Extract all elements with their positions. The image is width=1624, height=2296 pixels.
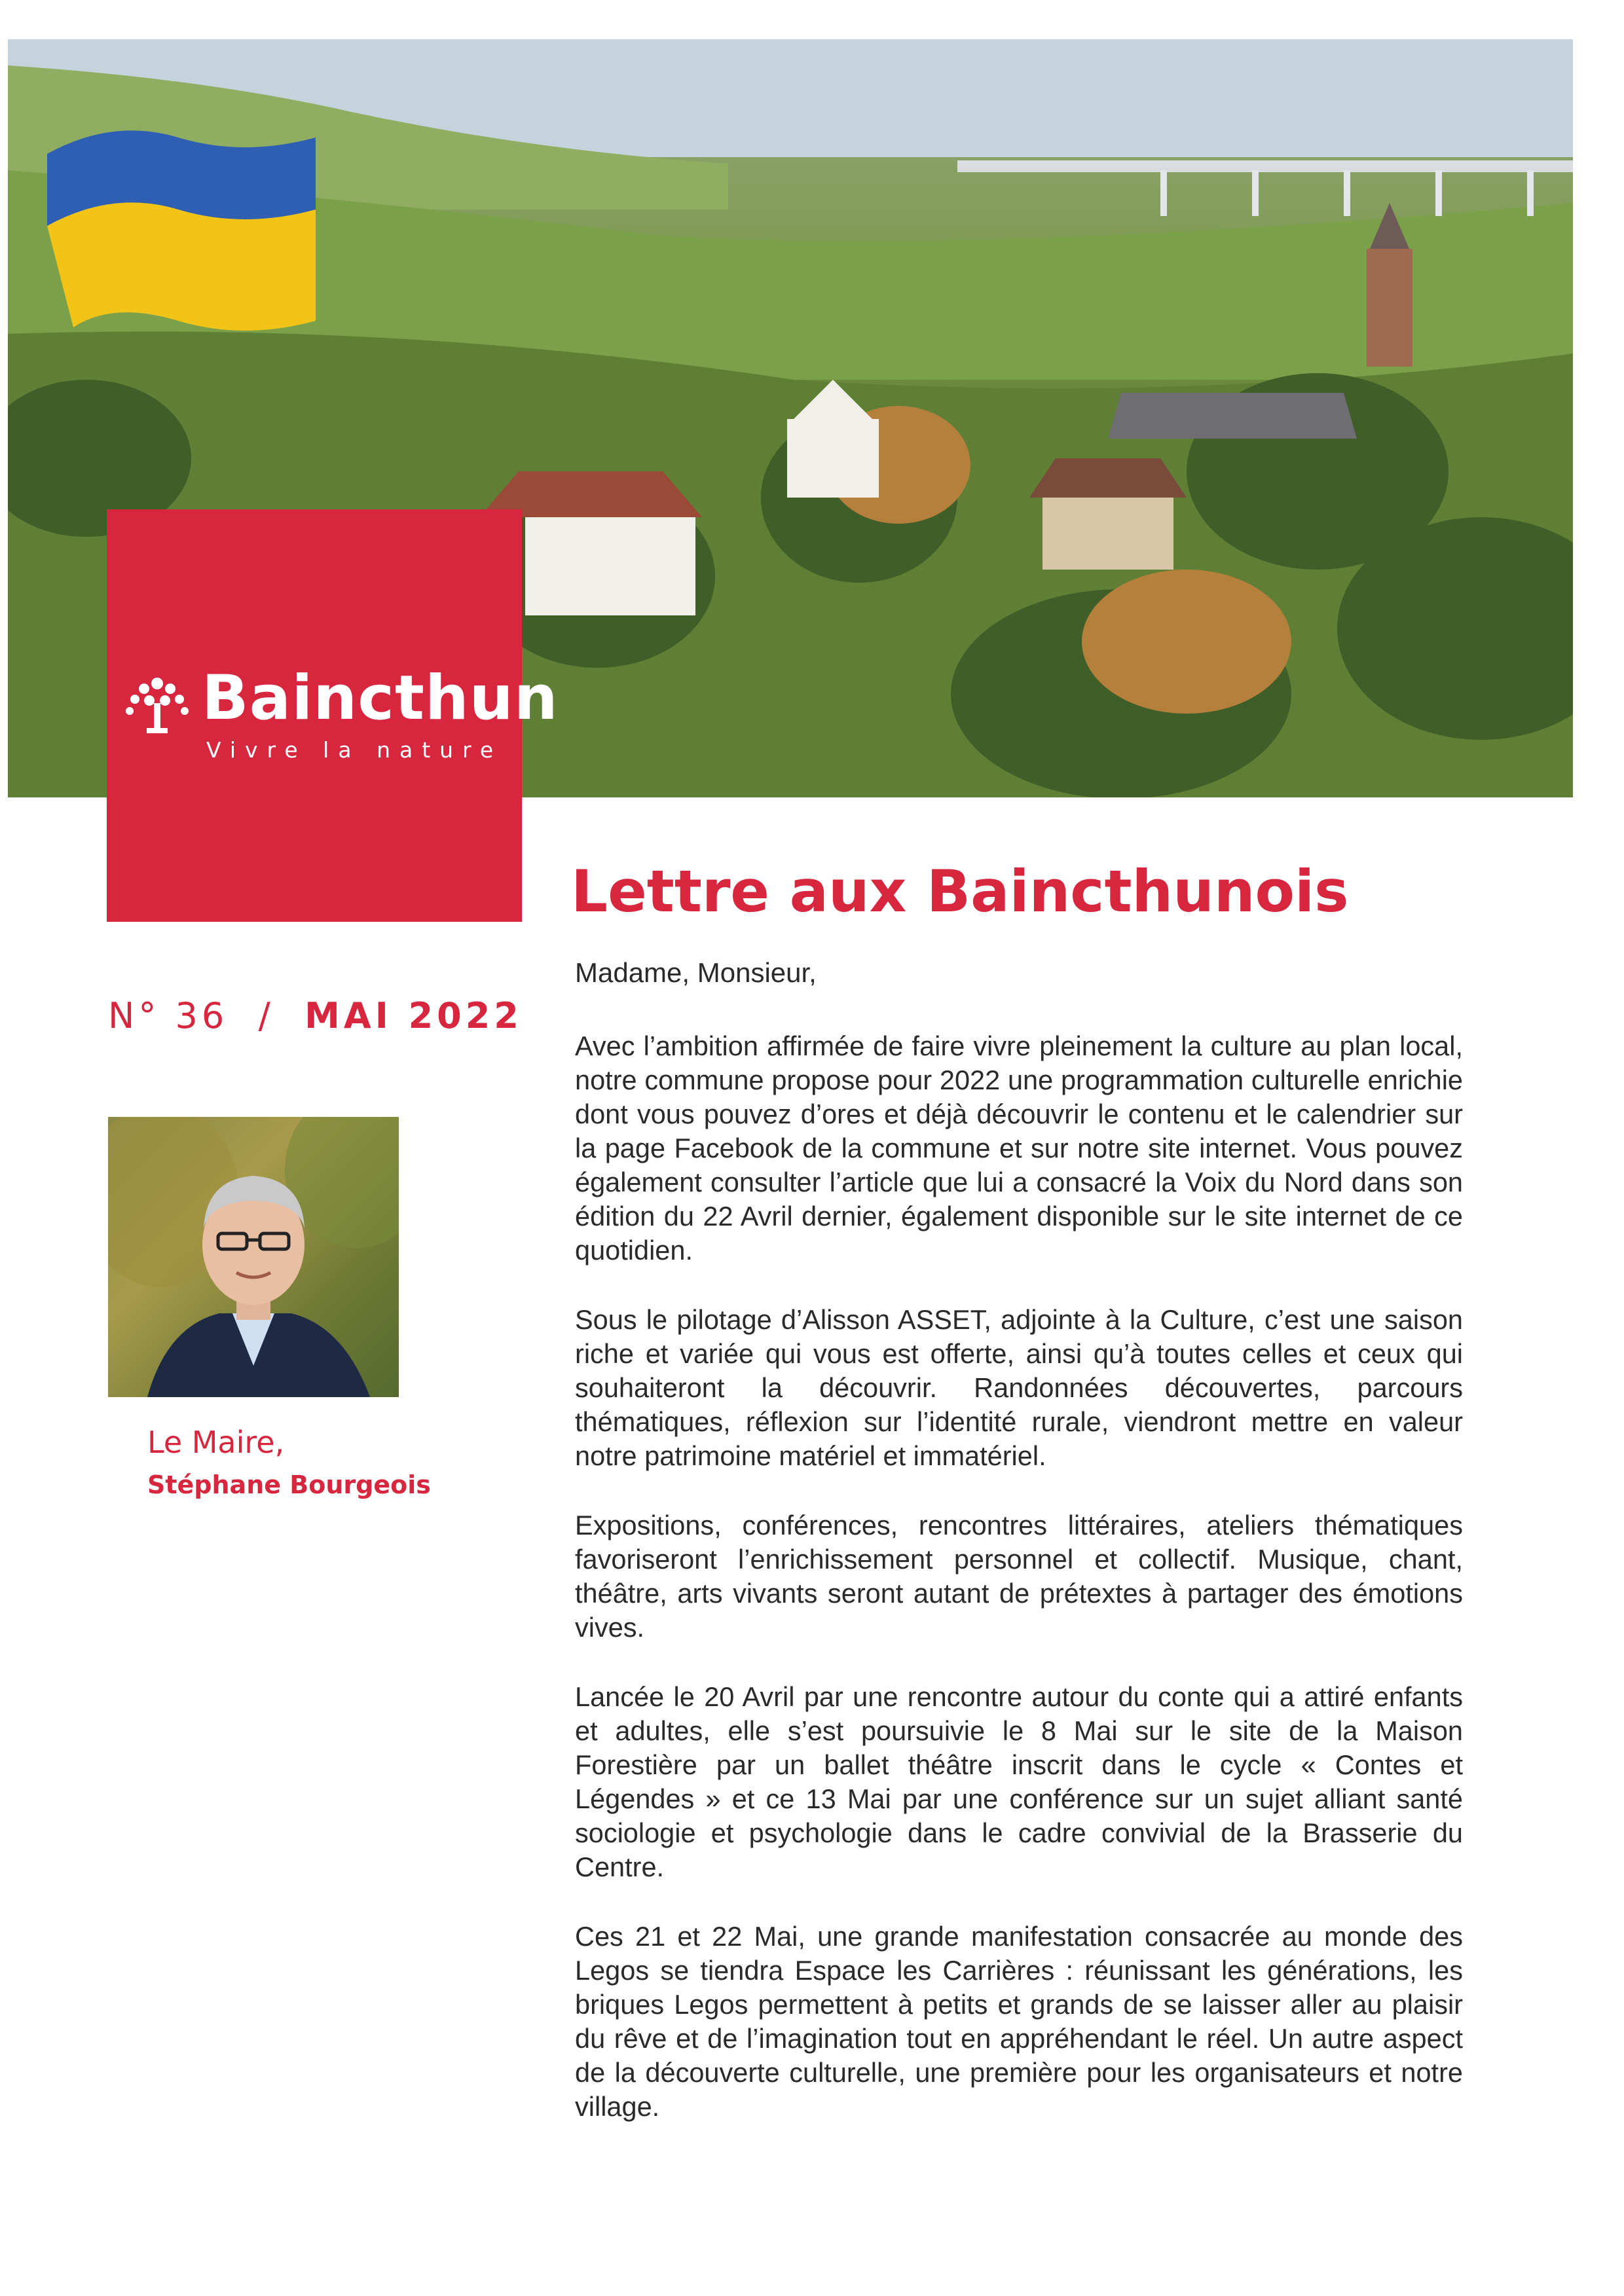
issue-separator: / [258, 995, 274, 1036]
brand-name: Baincthun [202, 663, 559, 734]
paragraph: Avec l’ambition affirmée de faire vivre pleinement la culture au plan local, notre commune propose pour 2022 une programmation culturelle enrichie dont vous pouvez d’ores et déjà découvrir le contenu et le calendrier sur la page Facebook de la commune et sur notre site internet. Vous pouvez également consulter l’article que lui a consacré la Voix du Nord dans son édition du 22 Avril dernier, également disponible sur le site internet de ce quotidien. [575, 1030, 1463, 1266]
paragraph: Expositions, conférences, rencontres littéraires, ateliers thématiques favoriseront l’enrichissement personnel et collectif. Musique, chant, théâtre, arts vivants seront autant de prétextes à partager des émotions vives. [575, 1510, 1463, 1643]
portrait-illustration [108, 1117, 399, 1397]
issue-number: N° 36 [108, 995, 229, 1036]
paragraph: Lancée le 20 Avril par une rencontre autour du conte qui a attiré enfants et adultes, elle s’est poursuivie le 8 Mai sur le site de la Maison Forestière par un ballet théâtre inscrit dans le cycle « Contes et Légendes » et ce 13 Mai par une conférence sur un sujet alliant santé sociologie et psychologie dans le cadre convivial de la Brasserie du Centre. [575, 1681, 1463, 1882]
paragraph: Ces 21 et 22 Mai, une grande manifestation consacrée au monde des Legos se tiendra Espace les Carrières : réunissant les générations, les briques Legos permettent à petits et grands de se laisser aller au plaisir du rêve et de l’imagination tout en appréhendant le réel. Un autre aspect de la découverte culturelle, une première pour les organisateurs et notre village. [575, 1921, 1463, 2122]
tree-logo-icon [120, 670, 194, 736]
paragraph: Sous le pilotage d’Alisson ASSET, adjointe à la Culture, c’est une saison riche et variée qui vous est offerte, ainsi qu’à toutes celles et ceux qui souhaiteront la découvrir. Randonnées découvertes, parcours thématiques, réflexion sur l’identité rurale, viendront mettre en valeur notre patrimoine matériel et immatériel. [575, 1304, 1463, 1471]
page-title: Lettre aux Baincthunois [571, 858, 1349, 925]
issue-line [108, 995, 523, 1036]
brand-tagline: Vivre la nature [206, 737, 503, 763]
signature-name: Stéphane Bourgeois [147, 1470, 431, 1499]
issue-date: MAI 2022 [304, 995, 523, 1036]
signature-label: Le Maire, [147, 1425, 285, 1460]
letter-body [575, 1029, 1463, 2159]
ukraine-flag [47, 130, 316, 331]
mayor-portrait [108, 1117, 399, 1397]
salutation: Madame, Monsieur, [575, 957, 817, 988]
